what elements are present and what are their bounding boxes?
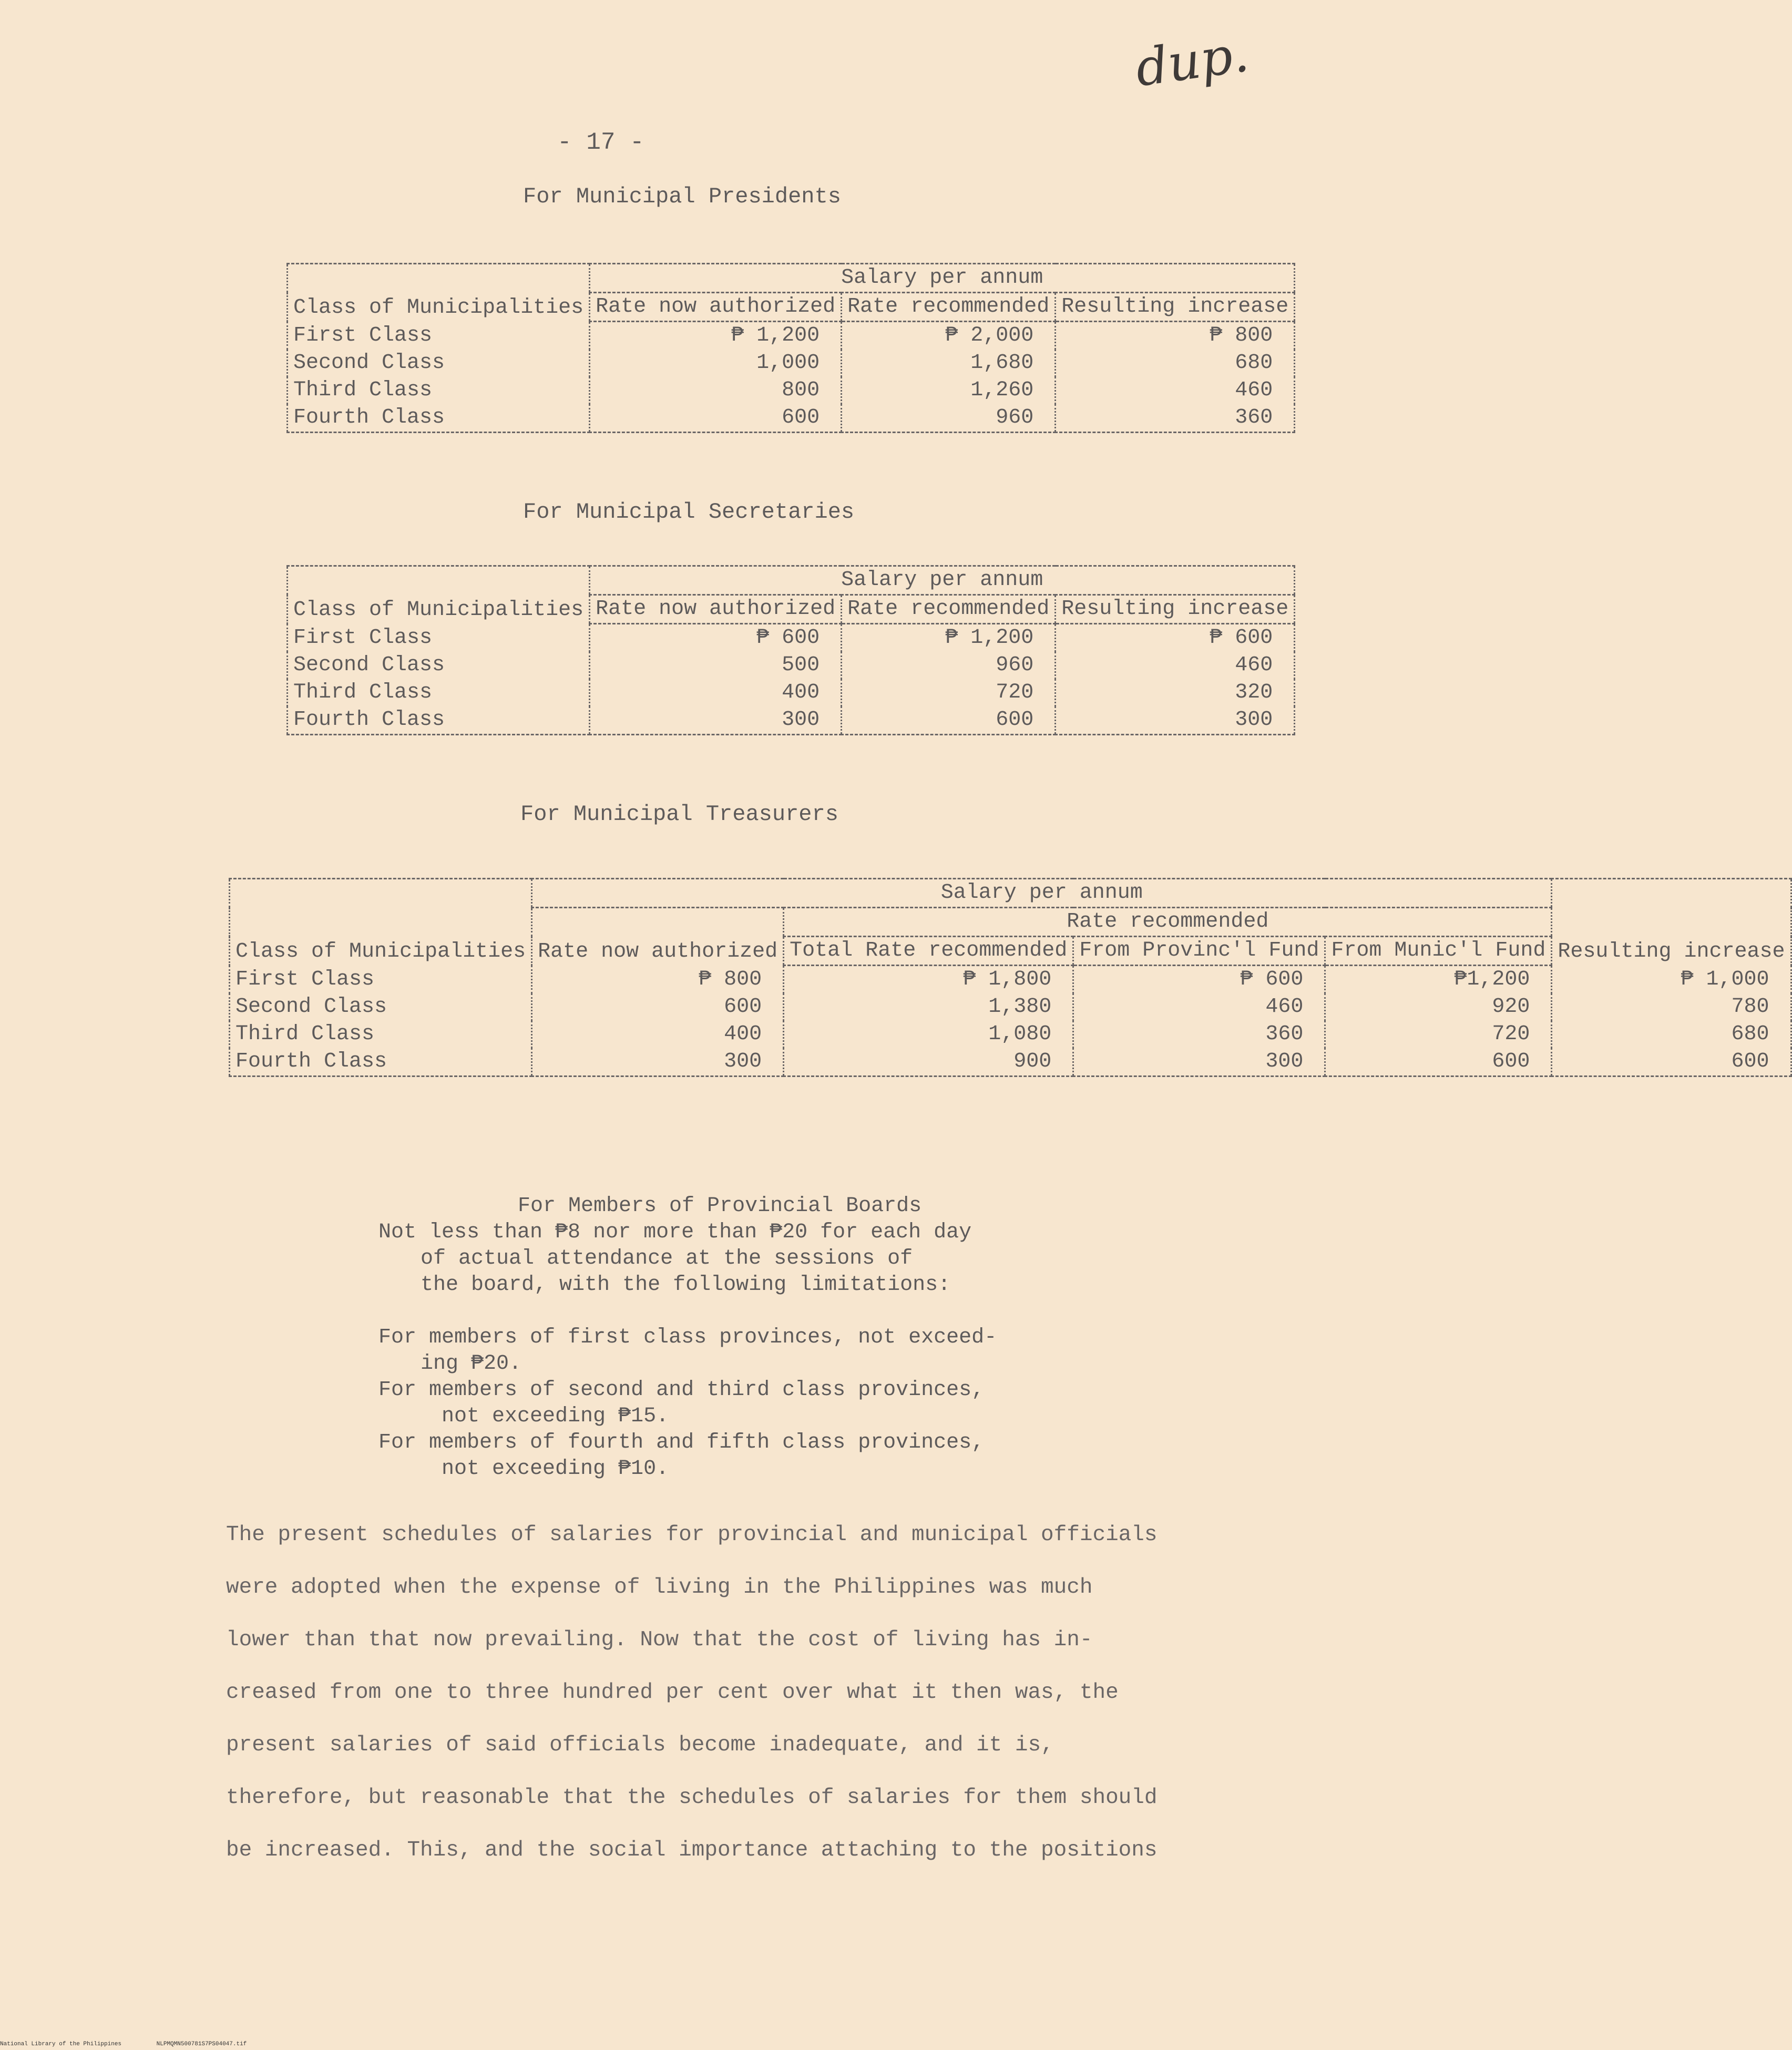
treasurers-group-header: Salary per annum [532,879,1552,908]
rate-recommended: 960 [842,652,1056,679]
row-class: Fourth Class [288,404,590,433]
row-class: Third Class [230,1021,532,1048]
total-rate: 1,080 [784,1021,1073,1048]
row-class: Second Class [288,350,590,377]
body-paragraph [226,1509,1188,1877]
provincial-boards-heading: For Members of Provincial Boards [518,1194,922,1218]
increase: 300 [1056,706,1295,735]
rate-now: 400 [532,1021,784,1048]
table-row [288,624,1295,652]
secretaries-col-rate-recommended: Rate recommended [842,595,1056,624]
table-row [288,404,1295,433]
table-row [288,652,1295,679]
provincial-fund: 460 [1073,993,1325,1021]
rate-now: ₱ 600 [590,624,842,652]
presidents-col-increase: Resulting increase [1056,293,1295,322]
rate-now: 600 [532,993,784,1021]
rate-recommended: 960 [842,404,1056,433]
provincial-fund: 360 [1073,1021,1325,1048]
table-row [288,322,1295,350]
rate-now: 300 [532,1048,784,1077]
increase: ₱ 1,000 [1552,966,1791,994]
handwritten-annotation: dup. [1132,24,1252,98]
total-rate: ₱ 1,800 [784,966,1073,994]
provincial-fund: 300 [1073,1048,1325,1077]
presidents-col-rate-now: Rate now authorized [590,293,842,322]
row-class: Third Class [288,679,590,706]
treasurers-col-class: Class of Municipalities [230,879,532,966]
table-row [230,993,1791,1021]
row-class: Second Class [288,652,590,679]
paragraph-line: present salaries of said officials become inadequate, and it is, [226,1733,1054,1757]
paragraph-line: The present schedules of salaries for provincial and municipal officials [226,1523,1158,1547]
paragraph-line: lower than that now prevailing. Now that the cost of living has in- [226,1628,1093,1652]
footer-library: National Library of the Philippines [0,2041,122,2047]
secretaries-group-header: Salary per annum [590,566,1295,595]
municipal-fund: 600 [1325,1048,1552,1077]
secretaries-heading: For Municipal Secretaries [523,499,855,525]
treasurers-table [229,878,1792,1077]
row-class: First Class [288,322,590,350]
rate-recommended: 600 [842,706,1056,735]
total-rate: 900 [784,1048,1073,1077]
increase: ₱ 600 [1056,624,1295,652]
treasurers-heading: For Municipal Treasurers [520,802,838,827]
treasurers-col-provincial-fund: From Provinc'l Fund [1073,937,1325,966]
increase: 320 [1056,679,1295,706]
treasurers-col-increase: Resulting increase [1552,879,1791,966]
table-row [230,1048,1791,1077]
presidents-group-header: Salary per annum [590,264,1295,293]
paragraph-line: therefore, but reasonable that the schedules of salaries for them should [226,1786,1158,1810]
increase: 680 [1552,1021,1791,1048]
paragraph-line: be increased. This, and the social importance attaching to the positions [226,1838,1158,1862]
intro-line: of actual attendance at the sessions of [421,1247,913,1270]
page-number: - 17 - [557,129,644,156]
paragraph-line: creased from one to three hundred per cent over what it then was, the [226,1680,1119,1705]
treasurers-col-total-rate: Total Rate recommended [784,937,1073,966]
intro-line: Not less than ₱8 nor more than ₱20 for each day [378,1221,972,1244]
rate-now: 800 [590,377,842,404]
increase: ₱ 800 [1056,322,1295,350]
rate-now: 500 [590,652,842,679]
increase: 680 [1056,350,1295,377]
increase: 460 [1056,652,1295,679]
increase: 460 [1056,377,1295,404]
secretaries-col-increase: Resulting increase [1056,595,1295,624]
provincial-boards-block [378,1193,997,1482]
increase: 600 [1552,1048,1791,1077]
presidents-col-class: Class of Municipalities [288,264,590,322]
secretaries-col-rate-now: Rate now authorized [590,595,842,624]
provincial-fund: ₱ 600 [1073,966,1325,994]
presidents-table [286,263,1295,433]
limitation-line: For members of first class provinces, not exceed- [378,1326,997,1349]
rate-recommended: 1,260 [842,377,1056,404]
table-row [230,1021,1791,1048]
presidents-col-rate-recommended: Rate recommended [842,293,1056,322]
rate-now: 600 [590,404,842,433]
table-row [288,706,1295,735]
treasurers-col-rate-now: Rate now authorized [532,908,784,966]
scan-footer [0,2041,278,2047]
footer-file: NLPMQMN500781S7PS04047.tif [156,2041,247,2047]
treasurers-col-municipal-fund: From Munic'l Fund [1325,937,1552,966]
municipal-fund: 920 [1325,993,1552,1021]
treasurers-subgroup-header: Rate recommended [784,908,1552,937]
presidents-heading: For Municipal Presidents [523,184,841,209]
rate-recommended: 720 [842,679,1056,706]
limitation-line: ing ₱20. [421,1352,522,1376]
limitation-line: not exceeding ₱10. [442,1457,669,1481]
secretaries-table [286,565,1295,735]
secretaries-col-class: Class of Municipalities [288,566,590,624]
paragraph-line: were adopted when the expense of living in the Philippines was much [226,1575,1093,1600]
rate-recommended: 1,680 [842,350,1056,377]
municipal-fund: 720 [1325,1021,1552,1048]
table-row [288,679,1295,706]
table-row [288,350,1295,377]
rate-recommended: ₱ 1,200 [842,624,1056,652]
rate-now: ₱ 800 [532,966,784,994]
limitation-line: not exceeding ₱15. [442,1405,669,1428]
rate-now: 1,000 [590,350,842,377]
table-row [288,377,1295,404]
row-class: First Class [230,966,532,994]
limitation-line: For members of fourth and fifth class provinces, [378,1431,985,1454]
row-class: Third Class [288,377,590,404]
rate-now: 300 [590,706,842,735]
increase: 780 [1552,993,1791,1021]
table-row [230,966,1791,994]
rate-recommended: ₱ 2,000 [842,322,1056,350]
increase: 360 [1056,404,1295,433]
total-rate: 1,380 [784,993,1073,1021]
limitation-line: For members of second and third class provinces, [378,1378,985,1402]
rate-now: 400 [590,679,842,706]
municipal-fund: ₱1,200 [1325,966,1552,994]
row-class: Second Class [230,993,532,1021]
row-class: Fourth Class [230,1048,532,1077]
intro-line: the board, with the following limitations: [421,1273,951,1297]
row-class: Fourth Class [288,706,590,735]
row-class: First Class [288,624,590,652]
rate-now: ₱ 1,200 [590,322,842,350]
